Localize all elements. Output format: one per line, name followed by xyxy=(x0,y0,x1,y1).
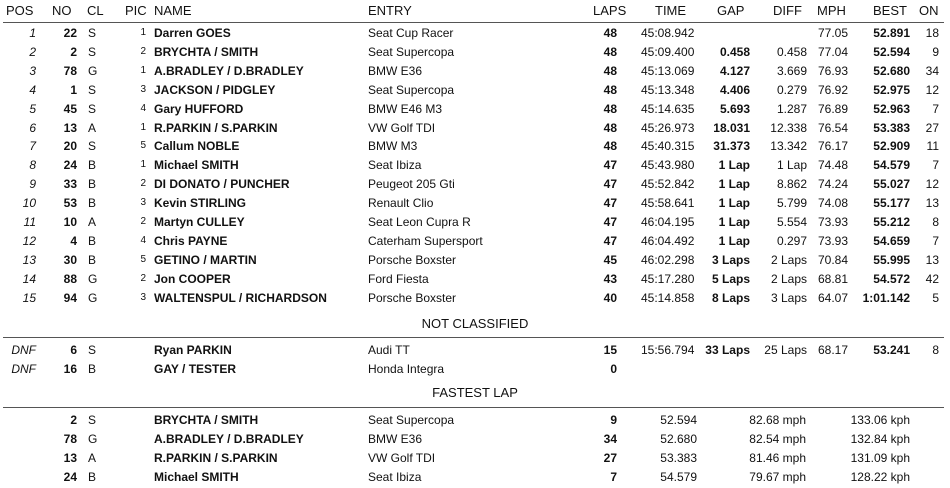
result-gap: 5.693 xyxy=(719,101,750,116)
result-gap: 18.031 xyxy=(713,120,750,135)
result-diff: 1 Lap xyxy=(776,158,807,173)
result-laps: 48 xyxy=(603,44,617,59)
result-name: BRYCHTA / SMITH xyxy=(154,44,259,59)
result-laps: 47 xyxy=(603,215,617,229)
result-laps: 47 xyxy=(603,196,617,211)
result-pos: 3 xyxy=(29,63,36,78)
fastest-lap-rule xyxy=(3,407,944,408)
result-laps: 48 xyxy=(603,26,617,40)
nc-cl: S xyxy=(88,343,97,357)
nc-no: 6 xyxy=(70,343,77,357)
header-no: NO xyxy=(52,3,72,18)
header-pos: POS xyxy=(6,3,34,18)
result-cl: G xyxy=(88,63,98,78)
nc-on: 8 xyxy=(932,343,939,357)
result-pos: 10 xyxy=(22,196,36,211)
result-diff: 0.458 xyxy=(776,44,807,59)
result-on: 12 xyxy=(925,177,939,192)
result-no: 53 xyxy=(63,196,77,211)
result-gap: 5 Laps xyxy=(711,271,750,286)
result-mph: 77.04 xyxy=(818,44,849,59)
result-entry: Caterham Supersport xyxy=(368,233,483,248)
result-name: Chris PAYNE xyxy=(154,233,228,248)
result-time: 46:02.298 xyxy=(641,252,695,267)
fl-no: 13 xyxy=(63,450,77,465)
result-entry: Peugeot 205 Gti xyxy=(368,177,455,192)
result-pos: 15 xyxy=(22,290,36,305)
result-entry: Renault Clio xyxy=(368,196,434,211)
result-no: 2 xyxy=(70,44,77,59)
nc-entry: Audi TT xyxy=(368,343,410,357)
result-name: WALTENSPUL / RICHARDSON xyxy=(154,290,327,305)
nc-gap: 33 Laps xyxy=(705,343,750,357)
result-best: 52.975 xyxy=(873,82,910,97)
result-entry: Porsche Boxster xyxy=(368,252,457,267)
result-time: 45:26.973 xyxy=(641,120,695,135)
nc-pos: DNF xyxy=(11,343,36,357)
result-gap: 1 Lap xyxy=(718,158,750,173)
result-name: GETINO / MARTIN xyxy=(154,252,257,267)
result-best: 54.579 xyxy=(873,158,910,173)
result-on: 7 xyxy=(932,233,939,248)
result-best: 52.963 xyxy=(873,101,910,116)
result-pic: 1 xyxy=(140,159,146,171)
result-gap: 4.406 xyxy=(719,82,750,97)
fl-entry: VW Golf TDI xyxy=(368,450,436,465)
header-laps: LAPS xyxy=(593,3,627,18)
result-mph: 64.07 xyxy=(818,290,849,305)
result-diff: 12.338 xyxy=(770,120,807,135)
result-diff: 3.669 xyxy=(776,63,807,78)
fl-entry: Seat Supercopa xyxy=(368,413,455,427)
result-mph: 70.84 xyxy=(818,252,849,267)
result-pic: 4 xyxy=(140,234,146,246)
result-diff: 1.287 xyxy=(776,101,807,116)
result-laps: 47 xyxy=(603,158,617,173)
result-time: 46:04.492 xyxy=(641,233,695,248)
result-diff: 2 Laps xyxy=(770,252,807,267)
result-pic: 2 xyxy=(140,216,146,227)
fl-no: 2 xyxy=(70,413,77,427)
result-laps: 48 xyxy=(603,139,617,154)
result-mph: 73.93 xyxy=(818,215,849,229)
result-best: 52.594 xyxy=(873,44,910,59)
result-diff: 2 Laps xyxy=(770,271,807,286)
nc-time: 15:56.794 xyxy=(641,343,695,357)
result-on: 9 xyxy=(932,44,939,59)
result-cl: B xyxy=(88,196,97,211)
result-entry: Porsche Boxster xyxy=(368,290,457,305)
result-time: 45:17.280 xyxy=(641,271,695,286)
result-name: JACKSON / PIDGLEY xyxy=(154,82,276,97)
fl-lap: 27 xyxy=(603,450,617,465)
fl-time: 52.594 xyxy=(660,413,697,427)
result-pic: 5 xyxy=(140,140,146,152)
result-cl: A xyxy=(88,120,97,135)
result-no: 20 xyxy=(63,139,77,154)
result-gap: 8 Laps xyxy=(711,290,750,305)
result-cl: S xyxy=(88,139,97,154)
fl-cl: G xyxy=(88,431,98,446)
header-rule xyxy=(3,22,944,23)
result-diff: 13.342 xyxy=(770,139,807,154)
result-on: 18 xyxy=(925,26,939,40)
result-time: 45:58.641 xyxy=(641,196,695,211)
result-time: 45:13.069 xyxy=(641,63,695,78)
result-gap: 3 Laps xyxy=(711,252,750,267)
result-time: 45:43.980 xyxy=(641,158,695,173)
result-laps: 48 xyxy=(603,101,617,116)
header-gap: GAP xyxy=(717,3,745,18)
fl-kph: 131.09 kph xyxy=(850,450,910,465)
nc-pos: DNF xyxy=(11,361,36,376)
result-cl: S xyxy=(88,101,97,116)
result-pos: 9 xyxy=(29,177,36,192)
result-diff: 5.554 xyxy=(776,215,807,229)
result-best: 53.383 xyxy=(873,120,910,135)
result-on: 7 xyxy=(932,101,939,116)
result-best: 52.891 xyxy=(873,26,910,40)
result-gap: 0.458 xyxy=(719,44,750,59)
fl-cl: B xyxy=(88,469,97,484)
fl-mph: 82.68 mph xyxy=(749,413,806,427)
result-pos: 8 xyxy=(29,158,36,173)
not-classified-heading: NOT CLASSIFIED xyxy=(421,316,529,331)
result-pos: 14 xyxy=(22,271,36,286)
result-pic: 1 xyxy=(140,27,146,38)
result-pos: 6 xyxy=(29,120,36,135)
nc-laps: 15 xyxy=(603,343,617,357)
result-laps: 40 xyxy=(603,290,617,305)
header-cl: CL xyxy=(87,3,104,18)
fl-mph: 79.67 mph xyxy=(749,469,806,484)
fl-lap: 7 xyxy=(610,469,617,484)
result-best: 54.659 xyxy=(873,233,910,248)
result-on: 5 xyxy=(932,290,939,305)
result-entry: BMW M3 xyxy=(368,139,418,154)
result-time: 45:14.635 xyxy=(641,101,695,116)
result-no: 22 xyxy=(63,26,77,40)
result-diff: 8.862 xyxy=(776,177,807,192)
nc-diff: 25 Laps xyxy=(764,343,807,357)
result-name: Darren GOES xyxy=(154,26,231,40)
result-pic: 1 xyxy=(140,121,146,133)
not-classified-rule xyxy=(3,337,944,338)
fl-name: Michael SMITH xyxy=(154,469,239,484)
result-pic: 3 xyxy=(140,291,146,303)
fl-kph: 133.06 kph xyxy=(850,413,910,427)
fl-kph: 132.84 kph xyxy=(850,431,910,446)
fl-time: 54.579 xyxy=(660,469,697,484)
result-time: 45:09.400 xyxy=(641,44,695,59)
result-pic: 2 xyxy=(140,178,146,190)
result-entry: VW Golf TDI xyxy=(368,120,436,135)
fl-time: 53.383 xyxy=(660,450,697,465)
result-no: 94 xyxy=(63,290,77,305)
result-laps: 48 xyxy=(603,120,617,135)
fl-lap: 34 xyxy=(603,431,617,446)
result-mph: 74.48 xyxy=(818,158,849,173)
result-cl: G xyxy=(88,290,98,305)
nc-laps: 0 xyxy=(610,361,617,376)
fl-name: R.PARKIN / S.PARKIN xyxy=(154,450,278,465)
result-name: Martyn CULLEY xyxy=(154,215,245,229)
header-best: BEST xyxy=(873,3,907,18)
result-best: 52.680 xyxy=(873,63,910,78)
result-no: 45 xyxy=(63,101,77,116)
header-on: ON xyxy=(919,3,939,18)
result-mph: 74.08 xyxy=(818,196,849,211)
result-cl: B xyxy=(88,177,97,192)
result-cl: S xyxy=(88,26,97,40)
result-pic: 3 xyxy=(140,83,146,95)
result-on: 12 xyxy=(925,82,939,97)
result-mph: 74.24 xyxy=(818,177,849,192)
fl-time: 52.680 xyxy=(660,431,697,446)
result-gap: 1 Lap xyxy=(718,196,750,211)
result-pos: 13 xyxy=(22,252,36,267)
nc-cl: B xyxy=(88,361,97,376)
result-cl: B xyxy=(88,158,97,173)
result-no: 10 xyxy=(63,215,77,229)
fl-kph: 128.22 kph xyxy=(850,469,910,484)
result-best: 52.909 xyxy=(873,139,910,154)
nc-name: GAY / TESTER xyxy=(154,361,237,376)
result-gap: 31.373 xyxy=(713,139,750,154)
header-diff: DIFF xyxy=(773,3,802,18)
result-name: A.BRADLEY / D.BRADLEY xyxy=(154,63,304,78)
result-best: 55.995 xyxy=(873,252,910,267)
result-pos: 11 xyxy=(23,215,36,229)
result-pos: 12 xyxy=(22,233,36,248)
fl-mph: 82.54 mph xyxy=(749,431,806,446)
result-no: 4 xyxy=(70,233,77,248)
result-diff: 3 Laps xyxy=(770,290,807,305)
result-time: 46:04.195 xyxy=(641,215,695,229)
result-no: 88 xyxy=(63,271,77,286)
result-best: 55.212 xyxy=(873,215,910,229)
result-best: 1:01.142 xyxy=(862,290,910,305)
result-best: 55.177 xyxy=(873,196,910,211)
result-time: 45:40.315 xyxy=(641,139,695,154)
fl-mph: 81.46 mph xyxy=(749,450,806,465)
result-laps: 48 xyxy=(603,82,617,97)
result-mph: 76.89 xyxy=(818,101,849,116)
result-cl: G xyxy=(88,271,98,286)
result-no: 78 xyxy=(63,63,77,78)
result-no: 1 xyxy=(70,82,77,97)
result-on: 13 xyxy=(925,252,939,267)
result-cl: B xyxy=(88,252,97,267)
fl-name: BRYCHTA / SMITH xyxy=(154,413,259,427)
result-time: 45:08.942 xyxy=(641,26,695,40)
nc-no: 16 xyxy=(63,361,77,376)
result-diff: 0.279 xyxy=(776,82,807,97)
fl-entry: Seat Ibiza xyxy=(368,469,422,484)
header-time: TIME xyxy=(655,3,687,18)
fl-no: 78 xyxy=(63,431,77,446)
result-diff: 5.799 xyxy=(776,196,807,211)
header-entry: ENTRY xyxy=(368,3,412,18)
result-name: Jon COOPER xyxy=(154,271,231,286)
result-entry: Seat Ibiza xyxy=(368,158,422,173)
fl-no: 24 xyxy=(63,469,77,484)
result-on: 34 xyxy=(925,63,939,78)
result-pic: 1 xyxy=(140,64,146,76)
fl-lap: 9 xyxy=(610,413,617,427)
result-on: 27 xyxy=(925,120,939,135)
result-mph: 76.17 xyxy=(818,139,849,154)
result-gap: 1 Lap xyxy=(718,177,750,192)
result-laps: 45 xyxy=(603,252,617,267)
result-no: 30 xyxy=(63,252,77,267)
fastest-lap-heading: FASTEST LAP xyxy=(432,385,518,400)
result-best: 55.027 xyxy=(873,177,910,192)
fl-cl: S xyxy=(88,413,97,427)
result-cl: B xyxy=(88,233,97,248)
result-entry: Seat Leon Cupra R xyxy=(368,215,471,229)
result-pos: 1 xyxy=(29,26,36,40)
result-name: Callum NOBLE xyxy=(154,139,240,154)
result-name: Gary HUFFORD xyxy=(154,101,244,116)
fl-cl: A xyxy=(88,450,97,465)
result-laps: 48 xyxy=(603,63,617,78)
result-no: 33 xyxy=(63,177,77,192)
result-mph: 76.93 xyxy=(818,63,849,78)
header-mph: MPH xyxy=(817,3,846,18)
nc-entry: Honda Integra xyxy=(368,361,445,376)
result-on: 7 xyxy=(932,158,939,173)
result-entry: Seat Supercopa xyxy=(368,44,455,59)
result-pic: 3 xyxy=(140,197,146,209)
result-name: Michael SMITH xyxy=(154,158,239,173)
header-name: NAME xyxy=(154,3,192,18)
result-pos: 5 xyxy=(29,101,36,116)
result-entry: Seat Cup Racer xyxy=(368,26,454,40)
nc-best: 53.241 xyxy=(873,343,910,357)
result-entry: BMW E36 xyxy=(368,63,423,78)
result-mph: 73.93 xyxy=(818,233,849,248)
result-no: 13 xyxy=(63,120,77,135)
result-on: 42 xyxy=(925,271,939,286)
result-pos: 4 xyxy=(29,82,36,97)
result-mph: 76.92 xyxy=(818,82,849,97)
result-laps: 47 xyxy=(603,177,617,192)
result-pic: 2 xyxy=(140,272,146,284)
result-gap: 1 Lap xyxy=(718,233,750,248)
header-pic: PIC xyxy=(125,3,147,18)
result-cl: A xyxy=(88,215,97,229)
result-mph: 68.81 xyxy=(818,271,849,286)
result-time: 45:14.858 xyxy=(641,290,695,305)
result-time: 45:13.348 xyxy=(641,82,695,97)
result-pic: 2 xyxy=(140,45,146,57)
result-on: 8 xyxy=(932,215,939,229)
result-entry: Ford Fiesta xyxy=(368,271,429,286)
result-pic: 4 xyxy=(140,102,146,114)
result-mph: 76.54 xyxy=(818,120,849,135)
result-pic: 5 xyxy=(140,253,146,265)
result-entry: BMW E46 M3 xyxy=(368,101,443,116)
result-best: 54.572 xyxy=(873,271,910,286)
result-laps: 47 xyxy=(603,233,617,248)
nc-name: Ryan PARKIN xyxy=(154,343,232,357)
result-pos: 7 xyxy=(29,139,36,154)
result-pos: 2 xyxy=(29,44,36,59)
result-cl: S xyxy=(88,82,97,97)
result-on: 13 xyxy=(925,196,939,211)
result-laps: 43 xyxy=(603,271,617,286)
result-mph: 77.05 xyxy=(818,26,849,40)
result-name: Kevin STIRLING xyxy=(154,196,247,211)
fl-name: A.BRADLEY / D.BRADLEY xyxy=(154,431,304,446)
result-entry: Seat Supercopa xyxy=(368,82,455,97)
result-cl: S xyxy=(88,44,97,59)
result-diff: 0.297 xyxy=(776,233,807,248)
fl-entry: BMW E36 xyxy=(368,431,423,446)
result-gap: 1 Lap xyxy=(718,215,750,229)
nc-mph: 68.17 xyxy=(818,343,849,357)
result-gap: 4.127 xyxy=(719,63,750,78)
result-no: 24 xyxy=(63,158,77,173)
result-time: 45:52.842 xyxy=(641,177,695,192)
result-name: R.PARKIN / S.PARKIN xyxy=(154,120,278,135)
result-on: 11 xyxy=(926,139,939,154)
result-name: DI DONATO / PUNCHER xyxy=(154,177,290,192)
